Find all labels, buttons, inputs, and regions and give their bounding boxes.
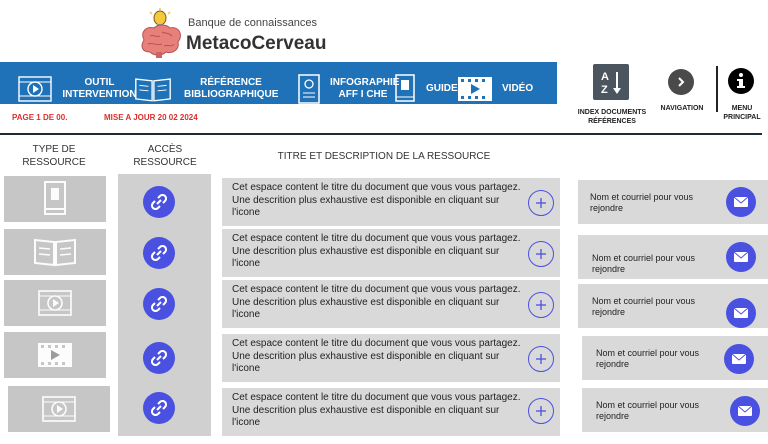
resource-type-cell <box>4 280 106 326</box>
envelope-icon <box>734 308 748 318</box>
header-divider <box>0 133 762 135</box>
resource-type-nav <box>0 62 557 104</box>
main-menu-label: MENU PRINCIPAL <box>723 105 761 121</box>
plus-icon <box>535 248 547 260</box>
index-documents-button[interactable] <box>593 64 629 100</box>
link-icon <box>151 296 167 312</box>
nav-reference-label: RÉFÉRENCE BIBLIOGRAPHIQUE <box>184 77 279 100</box>
nav-video[interactable] <box>456 68 533 110</box>
resource-row <box>0 176 768 226</box>
info-icon <box>734 72 748 90</box>
contact-mail-button[interactable] <box>724 344 754 374</box>
contact-mail-button[interactable] <box>726 298 756 328</box>
svg-text:A: A <box>601 71 609 83</box>
tool-film-icon <box>16 74 54 104</box>
knowledge-base-subtitle: Banque de connaissances <box>188 17 318 29</box>
contact-cell <box>578 180 768 224</box>
brand-title: MetacoCerveau <box>186 33 327 54</box>
main-menu-button[interactable] <box>728 68 754 94</box>
link-icon <box>151 400 167 416</box>
contact-cell <box>582 388 768 432</box>
resource-description: Cet espace content le titre du document que vous vous partagez. Une descrition plus exhaustive est disponible en cliquant sur l'icone <box>232 233 521 269</box>
resource-type-cell <box>8 386 110 432</box>
plus-icon <box>535 353 547 365</box>
resource-description-cell <box>222 334 560 382</box>
envelope-icon <box>732 354 746 364</box>
brain-bulb-logo-icon <box>138 8 184 60</box>
expand-description-button[interactable] <box>528 398 554 424</box>
link-icon <box>151 245 167 261</box>
plus-icon <box>535 197 547 209</box>
resource-row <box>0 229 768 279</box>
contact-text: Nom et courriel pour vous rejondre <box>596 348 700 369</box>
resource-description: Cet espace content le titre du document que vous vous partagez. Une descrition plus exhaustive est disponible en cliquant sur l'icone <box>232 284 521 320</box>
sort-az-icon <box>598 68 624 96</box>
expand-description-button[interactable] <box>528 292 554 318</box>
nav-infographie-affiche[interactable] <box>290 68 400 110</box>
access-link-button[interactable] <box>143 237 175 269</box>
access-link-button[interactable] <box>143 342 175 374</box>
tool-film-icon <box>42 394 76 424</box>
envelope-icon <box>738 406 752 416</box>
access-link-button[interactable] <box>143 392 175 424</box>
video-film-icon <box>37 342 73 368</box>
resource-description: Cet espace content le titre du document que vous vous partagez. Une descrition plus exhaustive est disponible en cliquant sur l'icone <box>232 392 521 428</box>
envelope-icon <box>734 197 748 207</box>
contact-text: Nom et courriel pour vous rejondre <box>592 253 696 274</box>
index-documents-label: INDEX DOCUMENTS RÉFÉRENCES <box>577 109 647 125</box>
resource-type-cell <box>4 332 106 378</box>
resource-description-cell <box>222 388 560 436</box>
resource-row <box>0 386 768 436</box>
nav-outil-label: OUTIL INTERVENTION <box>62 77 137 100</box>
link-icon <box>151 350 167 366</box>
guide-book-icon <box>42 181 68 217</box>
update-date: MISE A JOUR 20 02 2024 <box>104 113 198 122</box>
open-book-icon <box>33 237 77 267</box>
guide-book-icon <box>386 74 424 104</box>
resource-description-cell <box>222 229 560 277</box>
expand-description-button[interactable] <box>528 190 554 216</box>
expand-description-button[interactable] <box>528 241 554 267</box>
poster-icon <box>290 74 328 104</box>
column-header-titre: TITRE ET DESCRIPTION DE LA RESSOURCE <box>277 151 491 162</box>
chevron-right-icon <box>675 76 687 88</box>
nav-video-label: VIDÉO <box>502 83 534 94</box>
contact-mail-button[interactable] <box>726 187 756 217</box>
contact-cell <box>582 336 768 380</box>
contact-cell <box>578 235 768 279</box>
expand-description-button[interactable] <box>528 346 554 372</box>
page-indicator: PAGE 1 DE 00. <box>12 113 68 122</box>
nav-infographie-label: INFOGRAPHIE AFF I CHE <box>330 77 400 100</box>
contact-mail-button[interactable] <box>726 242 756 272</box>
link-icon <box>151 194 167 210</box>
resource-description-cell <box>222 280 560 328</box>
plus-icon <box>535 405 547 417</box>
contact-cell <box>578 284 768 328</box>
contact-text: Nom et courriel pour vous rejondre <box>590 192 694 213</box>
navigation-label: NAVIGATION <box>660 105 704 112</box>
resource-type-cell <box>4 176 106 222</box>
nav-guide-label: GUIDE <box>426 83 458 94</box>
column-header-type: TYPE DE RESSOURCE <box>22 144 86 168</box>
access-link-button[interactable] <box>143 288 175 320</box>
access-link-button[interactable] <box>143 186 175 218</box>
open-book-icon <box>134 74 172 104</box>
column-header-acces: ACCÈS RESSOURCE <box>133 144 197 168</box>
resource-type-cell <box>4 229 106 275</box>
navigation-button[interactable] <box>668 69 694 95</box>
tool-film-icon <box>38 288 72 318</box>
nav-reference-bibliographique[interactable] <box>134 68 278 110</box>
resource-row <box>0 332 768 382</box>
envelope-icon <box>734 252 748 262</box>
contact-mail-button[interactable] <box>730 396 760 426</box>
resource-description: Cet espace content le titre du document que vous vous partagez. Une descrition plus exhaustive est disponible en cliquant sur l'icone <box>232 182 521 218</box>
plus-icon <box>535 299 547 311</box>
nav-outil-intervention[interactable] <box>16 68 137 110</box>
resource-description-cell <box>222 178 560 226</box>
contact-text: Nom et courriel pour vous rejondre <box>596 400 700 421</box>
resource-description: Cet espace content le titre du document que vous vous partagez. Une descrition plus exhaustive est disponible en cliquant sur l'icone <box>232 338 521 374</box>
svg-text:Z: Z <box>601 84 608 96</box>
nav-guide[interactable] <box>386 68 458 110</box>
video-film-icon <box>456 74 494 104</box>
resource-row <box>0 280 768 330</box>
contact-text: Nom et courriel pour vous rejondre <box>592 296 696 317</box>
